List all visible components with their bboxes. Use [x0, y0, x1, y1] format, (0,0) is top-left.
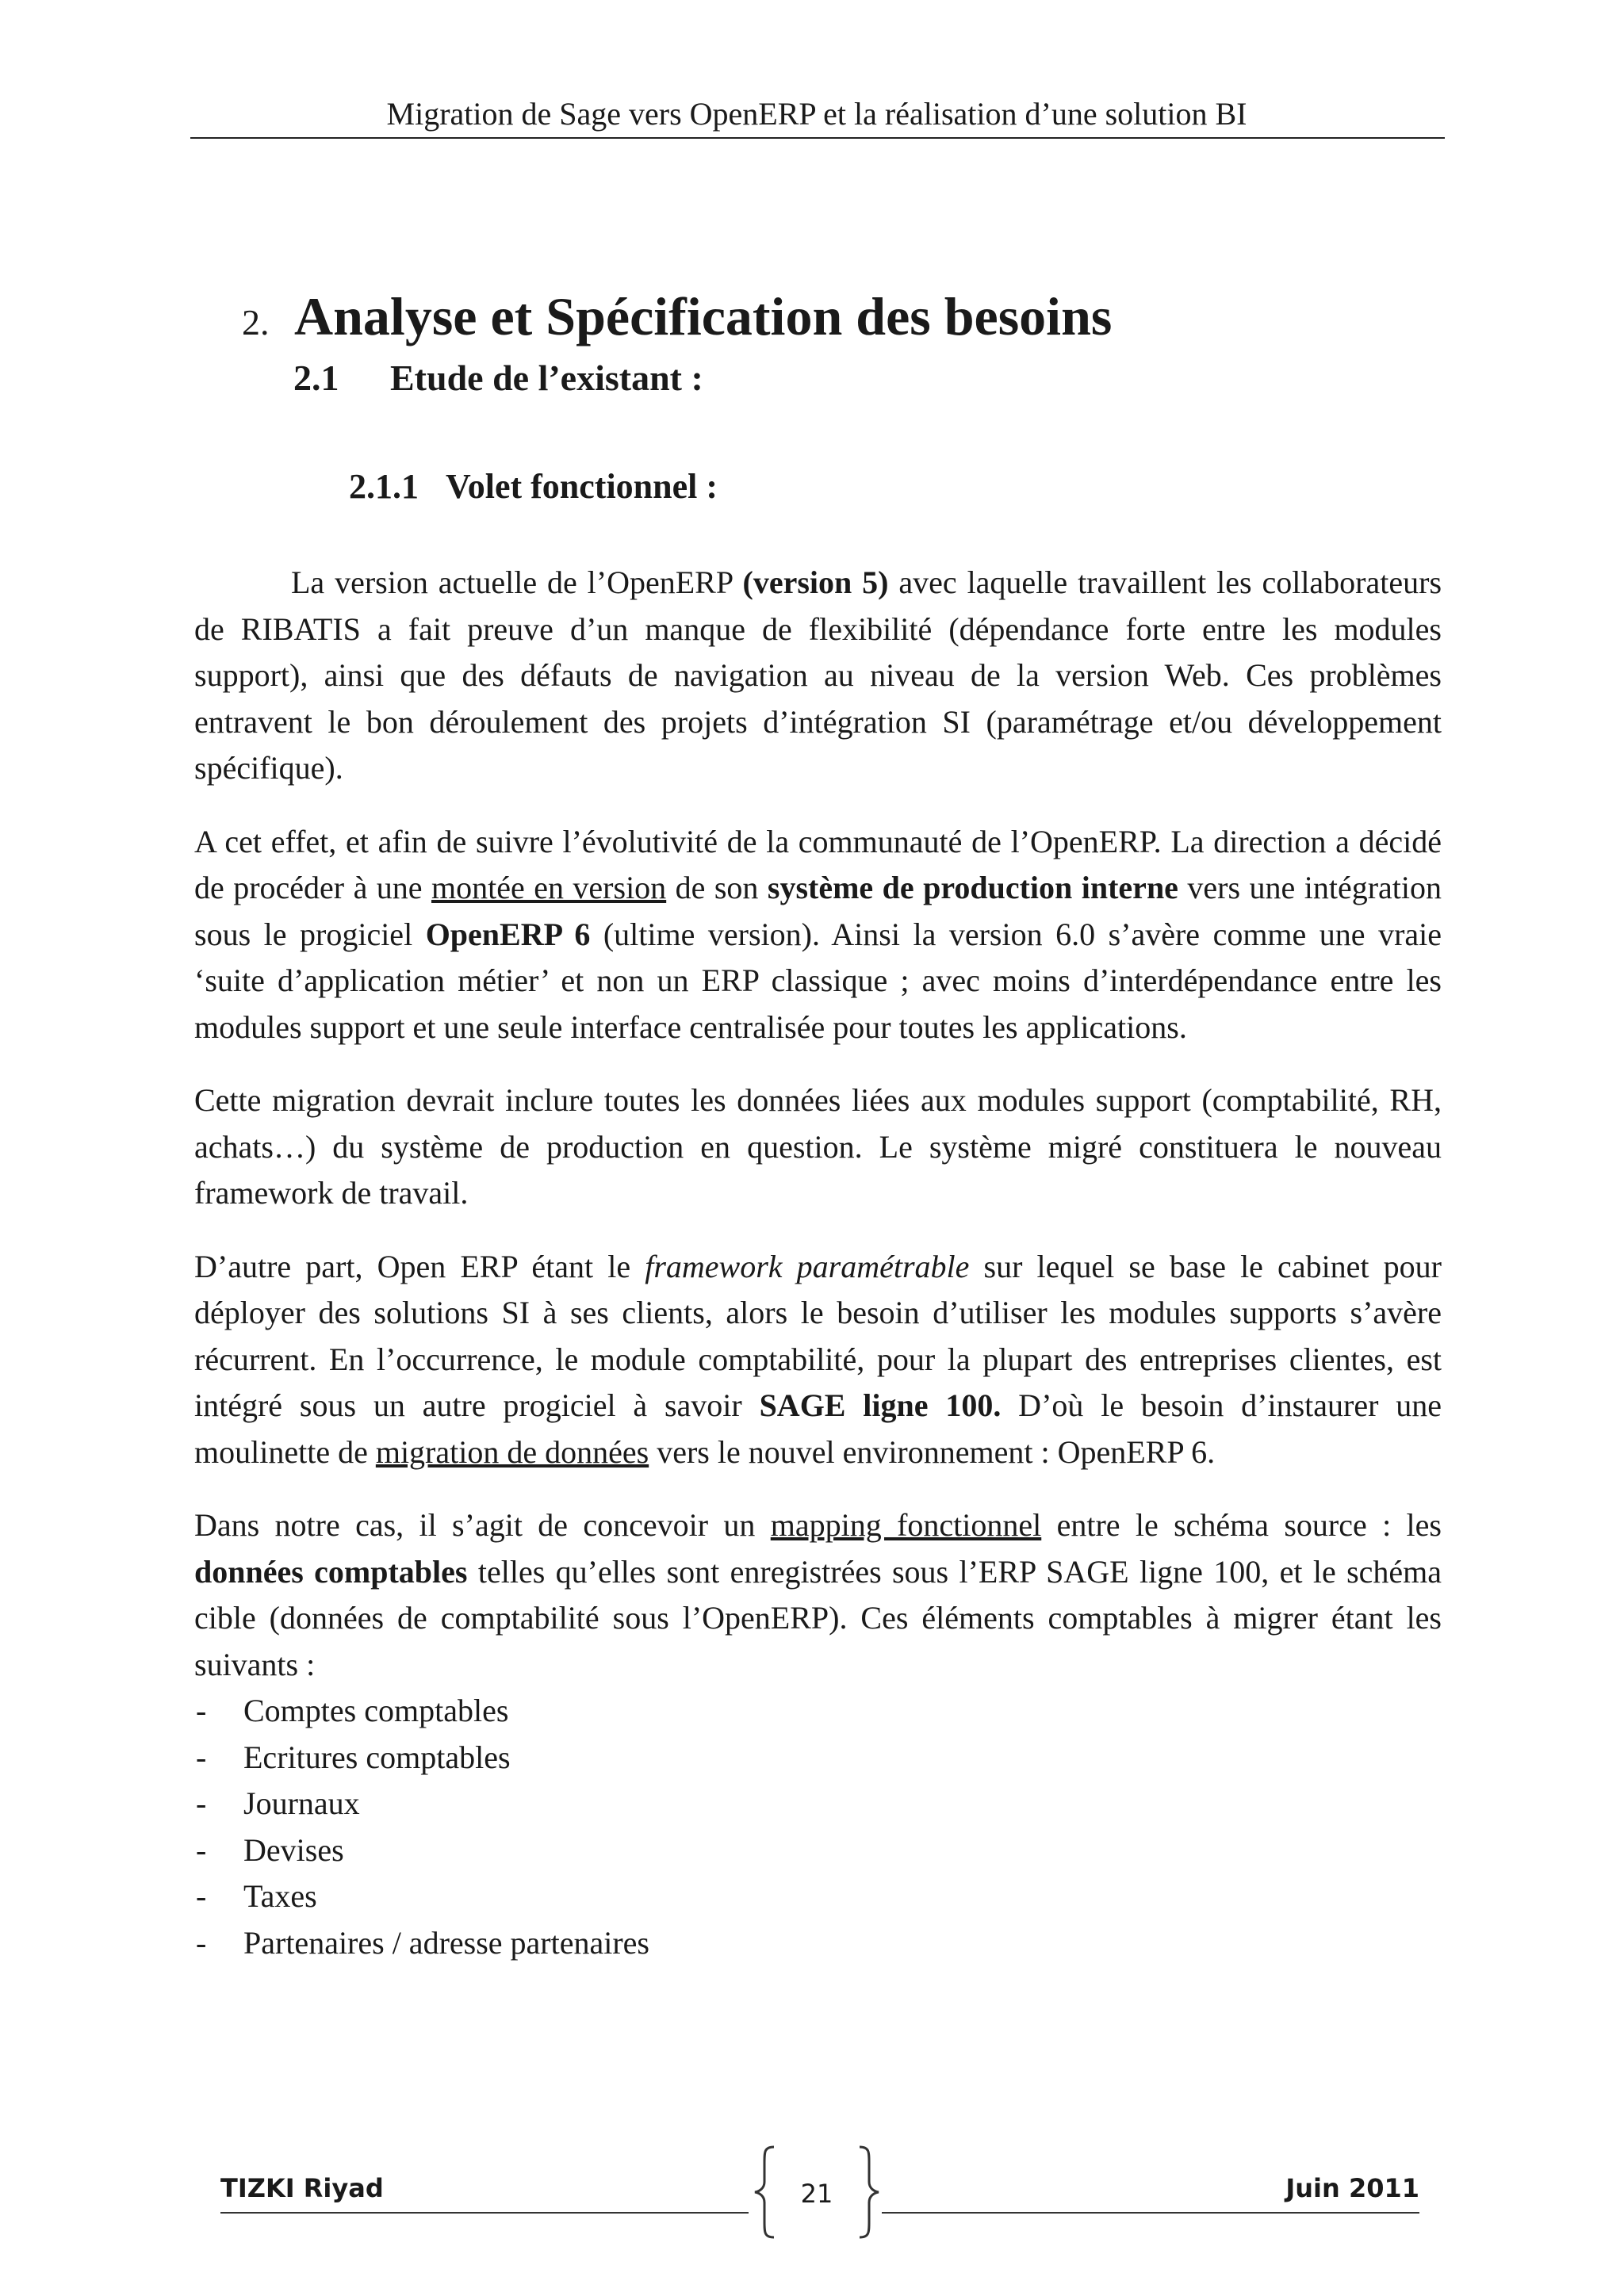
footer-author: TIZKI Riyad	[220, 2173, 384, 2203]
paragraph-4: D’autre part, Open ERP étant le framework paramétrable sur lequel se base le cabinet pour déployer des solutions SI à ses clients, alors le besoin d’utiliser les modules supports s’avère récurrent. En l’occurrence, le module comptabilité, pour la plupart des entreprises clientes, est intégré sous un autre progiciel à savoir SAGE ligne 100. D’où le besoin d’instaurer une moulinette de migration de données vers le nouvel environnement : OpenERP 6.	[194, 1248, 1442, 1470]
sage-bold: SAGE ligne 100.	[759, 1387, 1002, 1423]
body-text	[194, 560, 1442, 1966]
list-item: - Devises	[194, 1827, 1442, 1874]
list-item: - Comptes comptables	[194, 1688, 1442, 1735]
systeme-production-bold: système de production interne	[767, 870, 1178, 905]
footer-rule-right	[882, 2212, 1419, 2214]
subsection-heading	[293, 357, 703, 399]
running-header: Migration de Sage vers OpenERP et la réalisation d’une solution BI	[386, 96, 1247, 132]
openerp6-bold: OpenERP 6	[425, 916, 591, 952]
page-number: 21	[800, 2179, 833, 2209]
paragraph-1: La version actuelle de l’OpenERP (version 5) avec laquelle travaillent les collaborateurs de RIBATIS a fait preuve d’un manque de flexibilité (dépendance forte entre les modules support), ainsi que des défauts de navigation au niveau de la version Web. Ces problèmes entravent le bon déroulement des projets d’intégration SI (paramétrage et/ou développement spécifique).	[194, 564, 1442, 786]
montee-en-version-underlined: montée en version	[431, 870, 667, 905]
migration-donnees-underlined: migration de données	[375, 1433, 649, 1470]
paragraph-5: Dans notre cas, il s’agit de concevoir un mapping fonctionnel entre le schéma source : les données comptables telles qu’elles sont enregistrées sous l’ERP SAGE ligne 100, et le schéma cible (données de comptabilité sous l’OpenERP). Ces éléments comptables à migrer étant les suivants :	[194, 1507, 1442, 1682]
subsubsection-heading	[349, 466, 718, 507]
framework-italic: framework paramétrable	[645, 1248, 970, 1284]
paragraph-3: Cette migration devrait inclure toutes les données liées aux modules support (comptabilité, RH, achats…) du système de production en question. Le système migré constituera le nouveau framework de travail.	[194, 1082, 1442, 1211]
subsubsection-number: 2.1.1	[349, 467, 419, 506]
mapping-fonctionnel-underlined: mapping fonctionnel	[770, 1507, 1042, 1543]
elements-list	[194, 1688, 1442, 1966]
subsubsection-title: Volet fonctionnel :	[446, 467, 718, 506]
list-item: - Taxes	[194, 1873, 1442, 1920]
section-heading	[242, 285, 1112, 348]
page-number-box	[753, 2141, 880, 2244]
list-item: - Journaux	[194, 1781, 1442, 1827]
section-number: 2.	[242, 302, 270, 342]
section-title: Analyse et Spécification des besoins	[294, 286, 1113, 346]
footer-date: Juin 2011	[1285, 2173, 1419, 2203]
footer-rule-left	[220, 2212, 749, 2214]
donnees-comptables-bold: données comptables	[194, 1553, 468, 1590]
list-item: - Ecritures comptables	[194, 1735, 1442, 1781]
list-item: - Partenaires / adresse partenaires	[194, 1920, 1442, 1967]
header-rule	[190, 137, 1445, 139]
subsection-number: 2.1	[293, 358, 339, 398]
paragraph-2: A cet effet, et afin de suivre l’évolutivité de la communauté de l’OpenERP. La direction a décidé de procéder à une montée en version de son système de production interne vers une intégration sous le progiciel OpenERP 6 (ultime version). Ainsi la version 6.0 s’avère comme une vraie ‘suite d’application métier’ et non un ERP classique ; avec moins d’interdépendance entre les modules support et une seule interface centralisée pour toutes les applications.	[194, 823, 1442, 1045]
version-bold: (version 5)	[742, 564, 889, 600]
subsection-title: Etude de l’existant :	[390, 358, 703, 398]
